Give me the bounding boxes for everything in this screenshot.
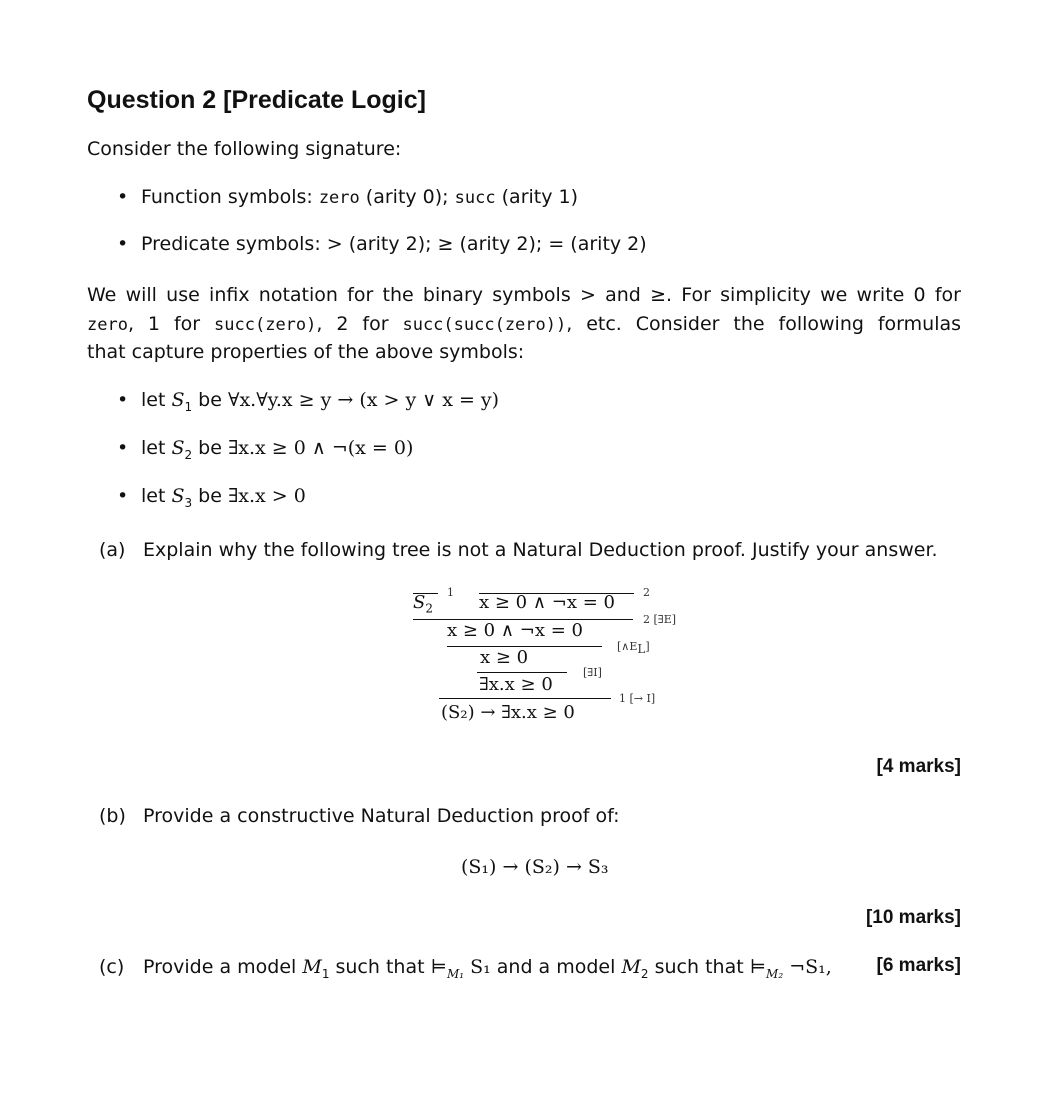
tree-rule-impl-intro	[439, 698, 611, 699]
bullet-icon: •	[117, 233, 129, 255]
bullet-icon: •	[117, 186, 129, 208]
tree-leaf2-tag: 2	[643, 586, 650, 599]
part-c-question: (c) Provide a model $M_1$ such that $⊨_{M_1}$ S₁ and a model $M_2$ such that $⊨_{M_2}$ ¬S₁,	[99, 956, 832, 981]
part-b-marks: [10 marks]	[865, 907, 961, 928]
tree-rule-exists-elim-label: 2 [∃E]	[643, 613, 677, 626]
formula-s1-item: • let $S_1$ be ∀x.∀y.x ≥ y → (x > y ∨ x = y)	[117, 389, 500, 414]
tree-rule-impl-intro-label: 1 [→ I]	[619, 692, 656, 705]
tree-leaf-s2: $S_2$	[413, 592, 433, 616]
part-a-marks: [4 marks]	[876, 756, 961, 777]
formula-s2-item: • let $S_2$ be ∃x.x ≥ 0 ∧ ¬(x = 0)	[117, 437, 414, 462]
tree-rule-leaf1	[413, 593, 438, 594]
tree-leaf1-tag: 1	[447, 586, 454, 599]
part-c-marks: [6 marks]	[876, 955, 961, 976]
tree-line-geq: x ≥ 0	[480, 647, 529, 668]
tree-conclusion: (S₂) → ∃x.x ≥ 0	[441, 702, 575, 723]
bullet-icon: •	[117, 485, 129, 507]
notation-paragraph-line2: zero, 1 for succ(zero), 2 for succ(succ(zero)), etc. Consider the following formulas	[87, 313, 962, 335]
question-title: Question 2 [Predicate Logic]	[87, 86, 426, 114]
part-a-question: (a) Explain why the following tree is not a Natural Deduction proof. Justify your answer.	[99, 539, 938, 561]
part-b-goal-formula: (S₁) → (S₂) → S₃	[461, 856, 609, 878]
tree-line-exists: ∃x.x ≥ 0	[479, 674, 553, 695]
tree-rule-and-elim-label: $[\wedge E_L]$	[617, 640, 650, 657]
notation-paragraph-line3: that capture properties of the above symbols:	[87, 341, 525, 363]
bullet-icon: •	[117, 437, 129, 459]
tree-rule-leaf2	[479, 593, 634, 594]
part-b-question: (b) Provide a constructive Natural Deduction proof of:	[99, 805, 620, 827]
notation-paragraph-line1: We will use infix notation for the binary symbols > and ≥. For simplicity we write 0 for	[87, 284, 961, 306]
tree-rule-exists-intro-label: [∃I]	[583, 666, 602, 679]
function-symbols-item: • Function symbols: zero (arity 0); succ (arity 1)	[117, 186, 579, 208]
bullet-icon: •	[117, 389, 129, 411]
tree-leaf-conj: x ≥ 0 ∧ ¬x = 0	[479, 592, 615, 613]
predicate-symbols-item: • Predicate symbols: > (arity 2); ≥ (arity 2); = (arity 2)	[117, 233, 647, 255]
tree-rule-exists-intro	[477, 672, 567, 673]
tree-line-conj: x ≥ 0 ∧ ¬x = 0	[447, 620, 583, 641]
formula-s3-item: • let $S_3$ be ∃x.x > 0	[117, 485, 306, 510]
intro-text: Consider the following signature:	[87, 138, 402, 160]
